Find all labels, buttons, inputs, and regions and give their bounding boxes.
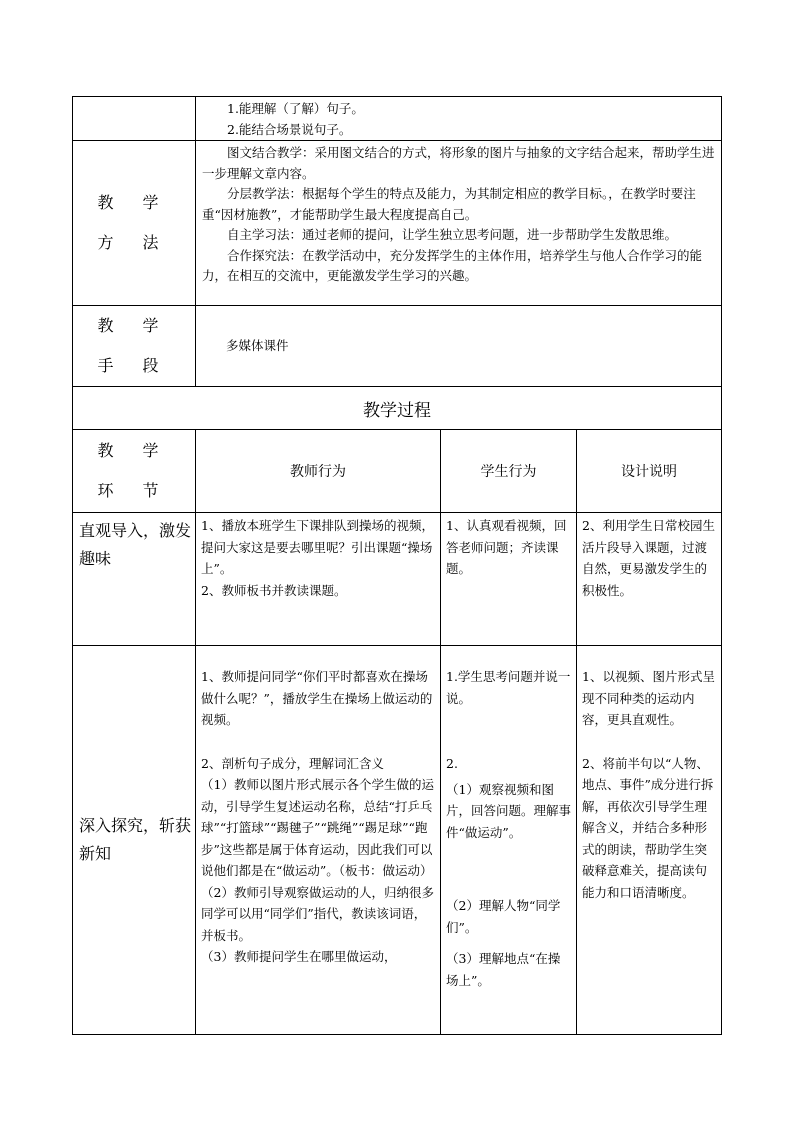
- stage-cell: [73, 646, 196, 1035]
- goals-content: [196, 97, 722, 141]
- teacher-line: 2、剖析句子成分，理解词汇含义: [201, 755, 384, 771]
- goal-line: 2.能结合场景说句子。: [227, 121, 352, 137]
- stage-text: 深入探究，斩获新知: [79, 816, 192, 863]
- student-line: 1.学生思考问题并说一说。: [446, 669, 571, 706]
- lesson-plan-page: [72, 96, 721, 1035]
- stage-header-cell: [73, 430, 196, 513]
- design-line: 2、利用学生日常校园生活片段导入课题，过渡自然，更易激发学生的积极性。: [582, 518, 715, 598]
- goals-label-cell: [73, 97, 196, 141]
- student-line: 2.: [446, 756, 458, 771]
- student-line: （1）观察视频和图片，回答问题。理解事件“做运动”。: [446, 781, 572, 840]
- methods-label-cell: [73, 141, 196, 306]
- methods-row: [73, 141, 722, 306]
- table-row: [73, 646, 722, 1035]
- design-line: 1、以视频、图片形式呈现不同种类的运动内容，更具直观性。: [582, 669, 715, 727]
- design-line: 2、将前半句以“人物、地点、事件”成分进行拆解，再依次引导学生理解含义，并结合多种形式的朗读，帮助学生突破释意难关，提高读句能力和口语清晰度。: [582, 755, 714, 900]
- design-cell: [577, 646, 722, 1035]
- stage-text: 直观导入，激发趣味: [79, 521, 192, 568]
- means-label-1: 教 学: [97, 316, 171, 335]
- teacher-line: （1）教师以图片形式展示各个学生做的运动，引导学生复述运动名称，总结“打乒乓球”“打篮球”“踢毽子”“跳绳”“踢足球”“跑步”这些都是属于体育运动，因此我们可以说他们都是在“做运动”。（板书：做运动）: [201, 777, 434, 878]
- student-line: （2）理解人物“同学们”。: [446, 898, 561, 935]
- means-row: [73, 306, 722, 387]
- methods-content: [196, 141, 722, 306]
- goals-row: [73, 97, 722, 141]
- process-title-cell: [73, 387, 722, 430]
- process-title-row: [73, 387, 722, 430]
- teacher-line: 1、教师提问同学“你们平时都喜欢在操场做什么呢？”，播放学生在操场上做运动的视频。: [201, 669, 433, 727]
- goal-line: 1.能理解（了解）句子。: [227, 101, 364, 116]
- teacher-line: （3）教师提问学生在哪里做运动，: [201, 949, 397, 964]
- teacher-line: 1、播放本班学生下课排队到操场的视频，提问大家这是要去哪里呢？引出课题“操场上”。: [201, 518, 434, 576]
- methods-label-2: 方 法: [97, 233, 171, 252]
- method-paragraph: 合作探究法：在教学活动中，充分发挥学生的主体作用，培养学生与他人合作学习的能力，在相互的交流中，更能激发学生学习的兴趣。: [202, 247, 703, 283]
- stage-header-2: 环 节: [97, 481, 171, 500]
- methods-label-1: 教 学: [97, 193, 171, 212]
- means-label-cell: [73, 306, 196, 387]
- table-row: [73, 513, 722, 646]
- student-line: （3）理解地点“在操场上”。: [446, 951, 561, 988]
- method-paragraph: 自主学习法：通过老师的提问，让学生独立思考问题，进一步帮助学生发散思维。: [227, 227, 678, 242]
- means-label-2: 手 段: [97, 356, 171, 375]
- design-cell: [577, 513, 722, 646]
- lesson-plan-table: [72, 96, 722, 1035]
- teacher-header: 教师行为: [196, 430, 441, 513]
- means-content-cell: [196, 306, 722, 387]
- teacher-line: 2、教师板书并教读课题。: [201, 582, 347, 598]
- student-cell: [441, 513, 577, 646]
- method-paragraph: 分层教学法：根据每个学生的特点及能力，为其制定相应的教学目标。，在教学时要注重“因材施教”，才能帮助学生最大程度提高自己。: [202, 186, 696, 222]
- means-content: 多媒体课件: [226, 338, 289, 354]
- process-header-row: [73, 430, 722, 513]
- student-line: 1、认真观看视频，回答老师问题；齐读课题。: [446, 518, 567, 576]
- stage-cell: [73, 513, 196, 646]
- teacher-cell: [196, 513, 441, 646]
- student-header: 学生行为: [441, 430, 577, 513]
- teacher-line: （2）教师引导观察做运动的人，归纳很多同学可以用“同学们”指代，教读该词语，并板书。: [201, 884, 434, 943]
- teacher-cell: [196, 646, 441, 1035]
- process-title: 教学过程: [363, 400, 431, 421]
- student-cell: [441, 646, 577, 1035]
- stage-header-1: 教 学: [97, 441, 171, 460]
- design-header: 设计说明: [577, 430, 722, 513]
- method-paragraph: 图文结合教学：采用图文结合的方式，将形象的图片与抽象的文字结合起来，帮助学生进一步理解文章内容。: [202, 145, 715, 181]
